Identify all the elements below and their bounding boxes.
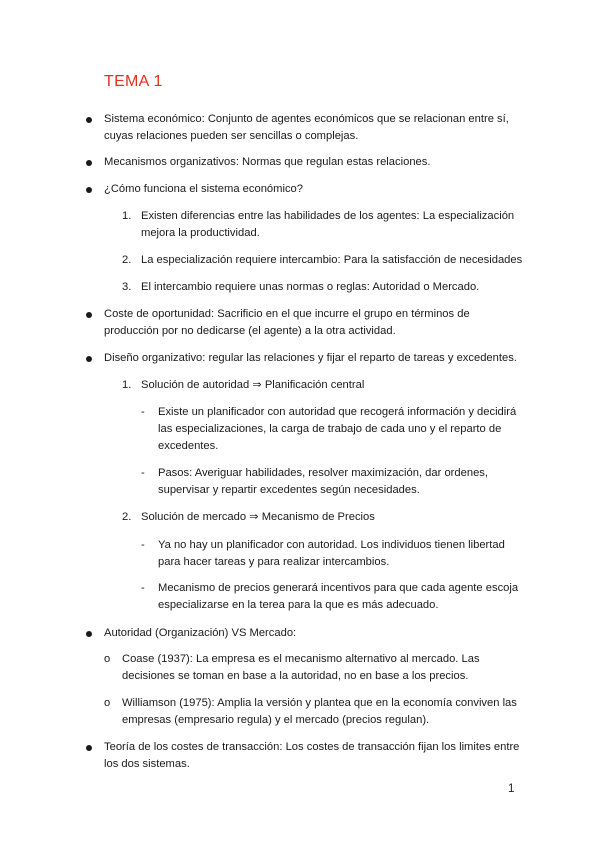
list-number: 2. bbox=[122, 254, 132, 266]
list-item-text: Autoridad (Organización) VS Mercado: bbox=[104, 627, 297, 639]
bullet-icon bbox=[86, 631, 92, 637]
list-item-text: Pasos: Averiguar habilidades, resolver maximización, dar ordenes, bbox=[158, 467, 488, 479]
list-item-text: Diseño organizativo: regular las relaciones y fijar el reparto de tareas y excedentes. bbox=[104, 352, 517, 364]
list-item-text: Sistema económico: Conjunto de agentes económicos que se relacionan entre sí, bbox=[104, 113, 509, 125]
list-item-text: producción por no dedicarse (el agente) a la otra actividad. bbox=[104, 325, 396, 337]
list-item-text: Mecanismos organizativos: Normas que regulan estas relaciones. bbox=[104, 156, 431, 168]
list-item-text: Solución de autoridad ⇒ Planificación central bbox=[141, 379, 365, 391]
bullet-icon bbox=[86, 187, 92, 193]
list-number: 1. bbox=[122, 210, 132, 222]
list-item-text: La especialización requiere intercambio: Para la satisfacción de necesidades bbox=[141, 254, 523, 266]
list-item-text: empresas (empresario regula) y el mercado (precios regulan). bbox=[122, 714, 430, 726]
list-item-text: las especializaciones, la carga de trabajo de cada uno y el reparto de bbox=[158, 423, 502, 435]
list-item-text: cuyas relaciones pueden ser sencillas o complejas. bbox=[104, 130, 359, 142]
list-item-text: Coase (1937): La empresa es el mecanismo alternativo al mercado. Las bbox=[122, 653, 480, 665]
dash-marker: - bbox=[141, 582, 145, 594]
list-item-text: decisiones se toman en base a la autoridad, no en base a los precios. bbox=[122, 670, 469, 682]
page-title: TEMA 1 bbox=[104, 73, 163, 90]
list-item-text: Ya no hay un planificador con autoridad. Los individuos tienen libertad bbox=[158, 539, 505, 551]
list-item-text: especializarse en la terea para la que es más adecuado. bbox=[158, 599, 439, 611]
dash-marker: - bbox=[141, 406, 145, 418]
list-item-text: El intercambio requiere unas normas o reglas: Autoridad o Mercado. bbox=[141, 281, 480, 293]
bullet-icon bbox=[86, 312, 92, 318]
list-number: 3. bbox=[122, 281, 132, 293]
list-item-text: Coste de oportunidad: Sacrificio en el que incurre el grupo en términos de bbox=[104, 308, 470, 320]
list-number: 1. bbox=[122, 379, 132, 391]
list-item-text: Williamson (1975): Amplia la versión y plantea que en la economía conviven las bbox=[122, 697, 517, 709]
list-item-text: los dos sistemas. bbox=[104, 758, 190, 770]
list-item-text: Teoría de los costes de transacción: Los costes de transacción fijan los limites entre bbox=[104, 741, 520, 753]
circle-marker: o bbox=[104, 653, 111, 665]
bullet-icon bbox=[86, 745, 92, 751]
list-item-text: Mecanismo de precios generará incentivos para que cada agente escoja bbox=[158, 582, 519, 594]
page-number: 1 bbox=[508, 783, 515, 795]
list-item-text: supervisar y repartir excedentes según necesidades. bbox=[158, 484, 420, 496]
bullet-icon bbox=[86, 160, 92, 166]
list-item-text: excedentes. bbox=[158, 440, 219, 452]
list-number: 2. bbox=[122, 511, 132, 523]
dash-marker: - bbox=[141, 539, 145, 551]
dash-marker: - bbox=[141, 467, 145, 479]
bullet-icon bbox=[86, 117, 92, 123]
list-item-text: para hacer tareas y para realizar intercambios. bbox=[158, 556, 390, 568]
list-item-text: Existen diferencias entre las habilidades de los agentes: La especialización bbox=[141, 210, 515, 222]
list-item-text: mejora la productividad. bbox=[141, 227, 260, 239]
list-item-text: ¿Cómo funciona el sistema económico? bbox=[104, 183, 303, 195]
list-item-text: Solución de mercado ⇒ Mecanismo de Precios bbox=[141, 511, 375, 523]
bullet-icon bbox=[86, 356, 92, 362]
circle-marker: o bbox=[104, 697, 111, 709]
list-item-text: Existe un planificador con autoridad que recogerá información y decidirá bbox=[158, 406, 517, 418]
